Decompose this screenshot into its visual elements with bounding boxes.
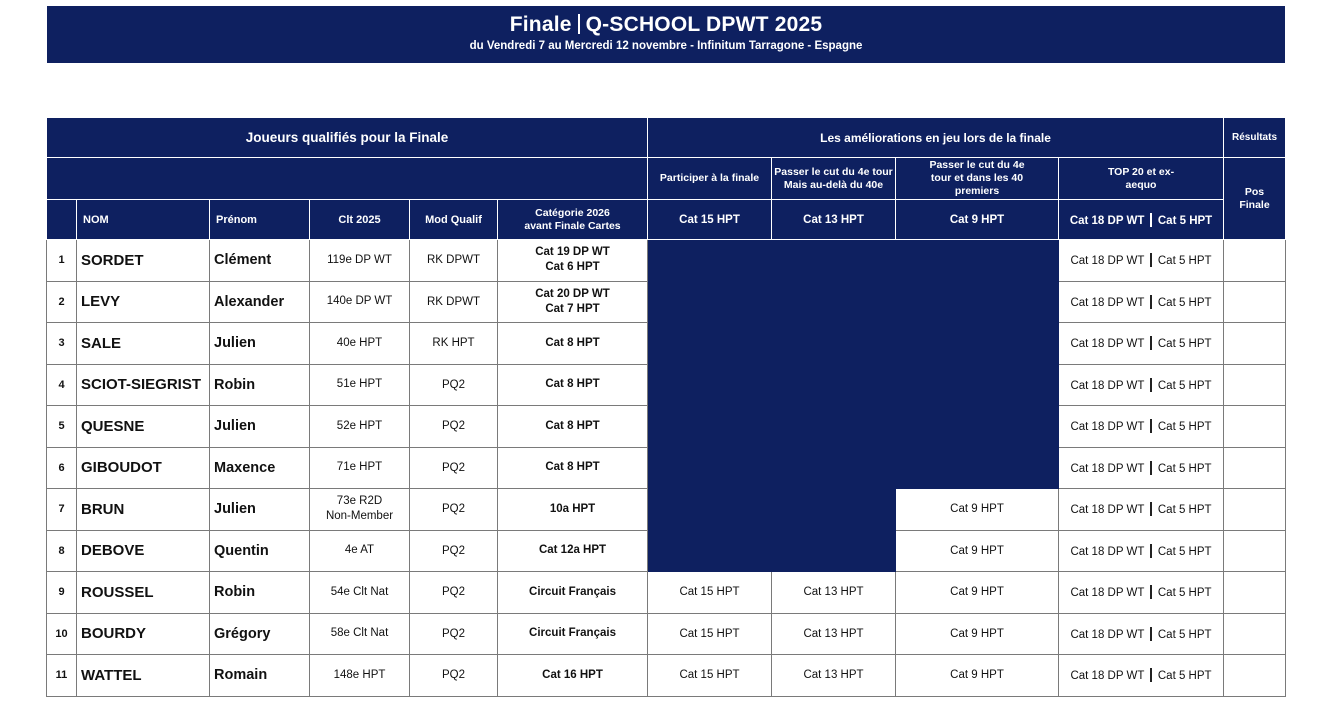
top20-cat-b: Cat 5 HPT <box>1157 338 1212 351</box>
improvement-cat13 <box>772 530 896 572</box>
header-participer: Participer à la finale <box>648 158 772 200</box>
pos-finale-cell <box>1224 406 1286 448</box>
header-pos-finale: Pos Finale <box>1224 158 1286 240</box>
player-mod-qualif: RK DPWT <box>410 240 498 282</box>
player-mod-qualif: RK HPT <box>410 323 498 365</box>
player-category-2026 <box>498 489 648 531</box>
category-line-2: Cat 6 HPT <box>545 261 600 274</box>
player-lastname: DEBOVE <box>77 530 210 572</box>
pos-finale-cell <box>1224 572 1286 614</box>
top20-cat-b: Cat 5 HPT <box>1157 628 1212 641</box>
improvement-top20 <box>1059 406 1224 448</box>
results-table <box>46 117 1286 697</box>
improvement-cat15 <box>648 530 772 572</box>
row-number: 1 <box>47 240 77 282</box>
header-nom: NOM <box>77 200 210 240</box>
category-line-1: Cat 8 HPT <box>545 419 600 432</box>
player-category-2026 <box>498 323 648 365</box>
player-category-2026 <box>498 530 648 572</box>
category-line-1: Cat 20 DP WT <box>535 287 610 300</box>
player-mod-qualif: PQ2 <box>410 364 498 406</box>
pipe-separator <box>1150 253 1152 267</box>
player-category-2026 <box>498 447 648 489</box>
header-prenom: Prénom <box>210 200 310 240</box>
header-cat15: Cat 15 HPT <box>648 200 772 240</box>
player-firstname: Romain <box>210 655 310 697</box>
player-mod-qualif: PQ2 <box>410 406 498 448</box>
pos-finale-cell <box>1224 323 1286 365</box>
pipe-separator <box>1150 461 1152 475</box>
top20-cat-b: Cat 5 HPT <box>1157 379 1212 392</box>
row-number: 10 <box>47 613 77 655</box>
pos-finale-cell <box>1224 281 1286 323</box>
row-number: 11 <box>47 655 77 697</box>
pipe-separator <box>1150 585 1152 599</box>
title-event: Q-SCHOOL DPWT 2025 <box>585 13 823 36</box>
player-ranking <box>310 323 410 365</box>
player-lastname: WATTEL <box>77 655 210 697</box>
category-line-1: Cat 16 HPT <box>542 668 603 681</box>
ranking-text: 4e AT <box>344 544 375 557</box>
pos-finale-cell <box>1224 489 1286 531</box>
player-ranking <box>310 572 410 614</box>
improvement-cat15 <box>648 323 772 365</box>
player-firstname: Clément <box>210 240 310 282</box>
improvement-cat9: Cat 9 HPT <box>896 530 1059 572</box>
improvement-cat9 <box>896 281 1059 323</box>
top20-cat-b: Cat 5 HPT <box>1157 587 1212 600</box>
category-line-1: Cat 12a HPT <box>538 544 607 557</box>
player-firstname: Quentin <box>210 530 310 572</box>
pos-finale-cell <box>1224 613 1286 655</box>
improvement-cat9 <box>896 323 1059 365</box>
pos-finale-cell <box>1224 447 1286 489</box>
top20-cat-a: Cat 18 DP WT <box>1070 587 1145 600</box>
row-number: 2 <box>47 281 77 323</box>
improvement-top20 <box>1059 530 1224 572</box>
ranking-text: 148e HPT <box>333 668 386 681</box>
header-top20: TOP 20 et ex-aequo <box>1059 158 1224 200</box>
player-mod-qualif: PQ2 <box>410 489 498 531</box>
player-mod-qualif: PQ2 <box>410 655 498 697</box>
top20-cat-b: Cat 5 HPT <box>1157 670 1212 683</box>
improvement-cat9: Cat 9 HPT <box>896 572 1059 614</box>
improvement-cat13: Cat 13 HPT <box>772 613 896 655</box>
top20-cat-a: Cat 18 DP WT <box>1070 421 1145 434</box>
improvement-top20 <box>1059 447 1224 489</box>
improvement-cat13: Cat 13 HPT <box>772 655 896 697</box>
header-mod-qualif: Mod Qualif <box>410 200 498 240</box>
row-number: 8 <box>47 530 77 572</box>
table-row <box>47 364 1286 406</box>
category-line-1: Cat 8 HPT <box>545 336 600 349</box>
pipe-separator <box>1150 544 1152 558</box>
improvement-cat15: Cat 15 HPT <box>648 572 772 614</box>
top20-cat-a: Cat 18 DP WT <box>1070 462 1145 475</box>
player-category-2026 <box>498 281 648 323</box>
player-ranking <box>310 364 410 406</box>
pipe-separator <box>1150 502 1152 516</box>
header-qualified-players: Joueurs qualifiés pour la Finale <box>47 118 648 158</box>
header-categorie: Catégorie 2026 avant Finale Cartes <box>498 200 648 240</box>
player-mod-qualif: PQ2 <box>410 530 498 572</box>
header-num <box>47 200 77 240</box>
header-cat13: Cat 13 HPT <box>772 200 896 240</box>
improvement-cat13 <box>772 323 896 365</box>
ranking-text: 71e HPT <box>336 461 383 474</box>
improvement-cat9 <box>896 447 1059 489</box>
player-firstname: Julien <box>210 406 310 448</box>
pipe-separator <box>1150 668 1152 682</box>
improvement-top20 <box>1059 240 1224 282</box>
improvement-cat13 <box>772 489 896 531</box>
improvement-top20 <box>1059 613 1224 655</box>
pipe-separator <box>1150 295 1152 309</box>
category-line-1: Cat 8 HPT <box>545 378 600 391</box>
table-row <box>47 281 1286 323</box>
top20-cat-a: Cat 18 DP WT <box>1070 296 1145 309</box>
header-clt: Clt 2025 <box>310 200 410 240</box>
ranking-text: 40e HPT <box>336 336 383 349</box>
player-lastname: ROUSSEL <box>77 572 210 614</box>
header-improvements: Les améliorations en jeu lors de la finale <box>648 118 1224 158</box>
player-ranking <box>310 447 410 489</box>
improvement-cat15 <box>648 447 772 489</box>
title-finale: Finale <box>509 13 572 36</box>
improvement-cat13 <box>772 406 896 448</box>
player-lastname: GIBOUDOT <box>77 447 210 489</box>
category-line-2: Cat 7 HPT <box>545 302 600 315</box>
player-ranking <box>310 240 410 282</box>
player-category-2026 <box>498 364 648 406</box>
header-results: Résultats <box>1224 118 1286 158</box>
pipe-separator <box>1150 336 1152 350</box>
page-subtitle: du Vendredi 7 au Mercredi 12 novembre - Infinitum Tarragone - Espagne <box>469 40 863 52</box>
player-category-2026 <box>498 240 648 282</box>
top20-cat-a: Cat 18 DP WT <box>1070 379 1145 392</box>
pipe-separator <box>1150 419 1152 433</box>
header-top20-cats <box>1059 200 1224 240</box>
page-title <box>47 13 1285 37</box>
player-lastname: QUESNE <box>77 406 210 448</box>
player-firstname: Alexander <box>210 281 310 323</box>
improvement-cat9 <box>896 406 1059 448</box>
table-row <box>47 655 1286 697</box>
top20-cat-a: Cat 18 DP WT <box>1070 628 1145 641</box>
player-category-2026 <box>498 655 648 697</box>
top20-cat-b: Cat 5 HPT <box>1157 296 1212 309</box>
improvement-cat15 <box>648 406 772 448</box>
player-category-2026 <box>498 572 648 614</box>
ranking-text: 51e HPT <box>336 378 383 391</box>
ranking-text: 52e HPT <box>336 419 383 432</box>
title-banner <box>47 6 1285 63</box>
improvement-cat15 <box>648 364 772 406</box>
category-line-1: Circuit Français <box>529 627 616 640</box>
category-line-1: Cat 19 DP WT <box>535 246 610 259</box>
title-separator <box>578 14 580 34</box>
top20-cat-b: Cat 5 HPT <box>1157 421 1212 434</box>
improvement-cat15: Cat 15 HPT <box>648 613 772 655</box>
player-category-2026 <box>498 406 648 448</box>
category-line-1: Circuit Français <box>529 585 616 598</box>
player-mod-qualif: PQ2 <box>410 572 498 614</box>
table-row <box>47 530 1286 572</box>
table-row <box>47 489 1286 531</box>
player-rows <box>47 240 1286 697</box>
player-ranking <box>310 406 410 448</box>
top20-cat-b: Cat 5 HPT <box>1157 462 1212 475</box>
top20-cat-b: Cat 5 HPT <box>1157 504 1212 517</box>
improvement-top20 <box>1059 572 1224 614</box>
player-lastname: BRUN <box>77 489 210 531</box>
header-cat9: Cat 9 HPT <box>896 200 1059 240</box>
player-mod-qualif: PQ2 <box>410 613 498 655</box>
table-row <box>47 323 1286 365</box>
top20-cat-a: Cat 18 DP WT <box>1070 545 1145 558</box>
player-mod-qualif: PQ2 <box>410 447 498 489</box>
top20-cat-a: Cat 18 DP WT <box>1070 338 1145 351</box>
pipe-separator <box>1150 627 1152 641</box>
improvement-cat9: Cat 9 HPT <box>896 613 1059 655</box>
table-row <box>47 613 1286 655</box>
ranking-text: 119e DP WT <box>327 253 392 266</box>
improvement-cat9 <box>896 240 1059 282</box>
player-firstname: Maxence <box>210 447 310 489</box>
pos-finale-cell <box>1224 655 1286 697</box>
table-row <box>47 240 1286 282</box>
table-row <box>47 572 1286 614</box>
player-ranking <box>310 489 410 531</box>
ranking-text: 58e Clt Nat <box>330 627 389 640</box>
ranking-note: Non-Member <box>325 510 394 523</box>
player-firstname: Julien <box>210 323 310 365</box>
top20-cat-a: Cat 18 DP WT <box>1070 255 1145 268</box>
header-blank <box>47 158 648 200</box>
player-firstname: Robin <box>210 364 310 406</box>
improvement-top20 <box>1059 655 1224 697</box>
player-ranking <box>310 530 410 572</box>
row-number: 3 <box>47 323 77 365</box>
improvement-cat9: Cat 9 HPT <box>896 489 1059 531</box>
row-number: 4 <box>47 364 77 406</box>
top20-cat-a: Cat 18 DP WT <box>1070 670 1145 683</box>
row-number: 9 <box>47 572 77 614</box>
ranking-text: 54e Clt Nat <box>330 585 389 598</box>
player-mod-qualif: RK DPWT <box>410 281 498 323</box>
improvement-cat15 <box>648 489 772 531</box>
top20-cat-b: Cat 5 HPT <box>1157 255 1212 268</box>
top20-cat-b: Cat 5 HPT <box>1157 545 1212 558</box>
header-cut-40-premiers: Passer le cut du 4e tour et dans les 40 premiers <box>896 158 1059 200</box>
improvement-cat15 <box>648 281 772 323</box>
player-category-2026 <box>498 613 648 655</box>
player-lastname: SCIOT-SIEGRIST <box>77 364 210 406</box>
improvement-cat15: Cat 15 HPT <box>648 655 772 697</box>
player-lastname: LEVY <box>77 281 210 323</box>
improvement-cat9 <box>896 364 1059 406</box>
category-line-1: 10a HPT <box>549 502 596 515</box>
player-firstname: Grégory <box>210 613 310 655</box>
improvement-cat13 <box>772 281 896 323</box>
player-ranking <box>310 655 410 697</box>
improvement-top20 <box>1059 489 1224 531</box>
table-row <box>47 406 1286 448</box>
player-firstname: Julien <box>210 489 310 531</box>
row-number: 5 <box>47 406 77 448</box>
improvement-top20 <box>1059 281 1224 323</box>
ranking-text: 140e DP WT <box>326 295 393 308</box>
header-top20-cat-a: Cat 18 DP WT <box>1069 214 1145 227</box>
category-line-1: Cat 8 HPT <box>545 461 600 474</box>
header-top20-cat-b: Cat 5 HPT <box>1157 214 1213 227</box>
header-cut-au-dela-40: Passer le cut du 4e tour Mais au-delà du 40e <box>772 158 896 200</box>
improvement-cat15 <box>648 240 772 282</box>
improvement-top20 <box>1059 323 1224 365</box>
improvement-cat13 <box>772 240 896 282</box>
player-ranking <box>310 613 410 655</box>
table-row <box>47 447 1286 489</box>
player-lastname: SORDET <box>77 240 210 282</box>
improvement-cat13: Cat 13 HPT <box>772 572 896 614</box>
player-ranking <box>310 281 410 323</box>
improvement-top20 <box>1059 364 1224 406</box>
row-number: 6 <box>47 447 77 489</box>
improvement-cat13 <box>772 447 896 489</box>
pipe-separator <box>1150 378 1152 392</box>
player-firstname: Robin <box>210 572 310 614</box>
pos-finale-cell <box>1224 530 1286 572</box>
pos-finale-cell <box>1224 364 1286 406</box>
row-number: 7 <box>47 489 77 531</box>
improvement-cat9: Cat 9 HPT <box>896 655 1059 697</box>
player-lastname: SALE <box>77 323 210 365</box>
pos-finale-cell <box>1224 240 1286 282</box>
ranking-text: 73e R2D <box>336 495 383 508</box>
player-lastname: BOURDY <box>77 613 210 655</box>
improvement-cat13 <box>772 364 896 406</box>
top20-cat-a: Cat 18 DP WT <box>1070 504 1145 517</box>
pipe-separator <box>1150 213 1152 227</box>
